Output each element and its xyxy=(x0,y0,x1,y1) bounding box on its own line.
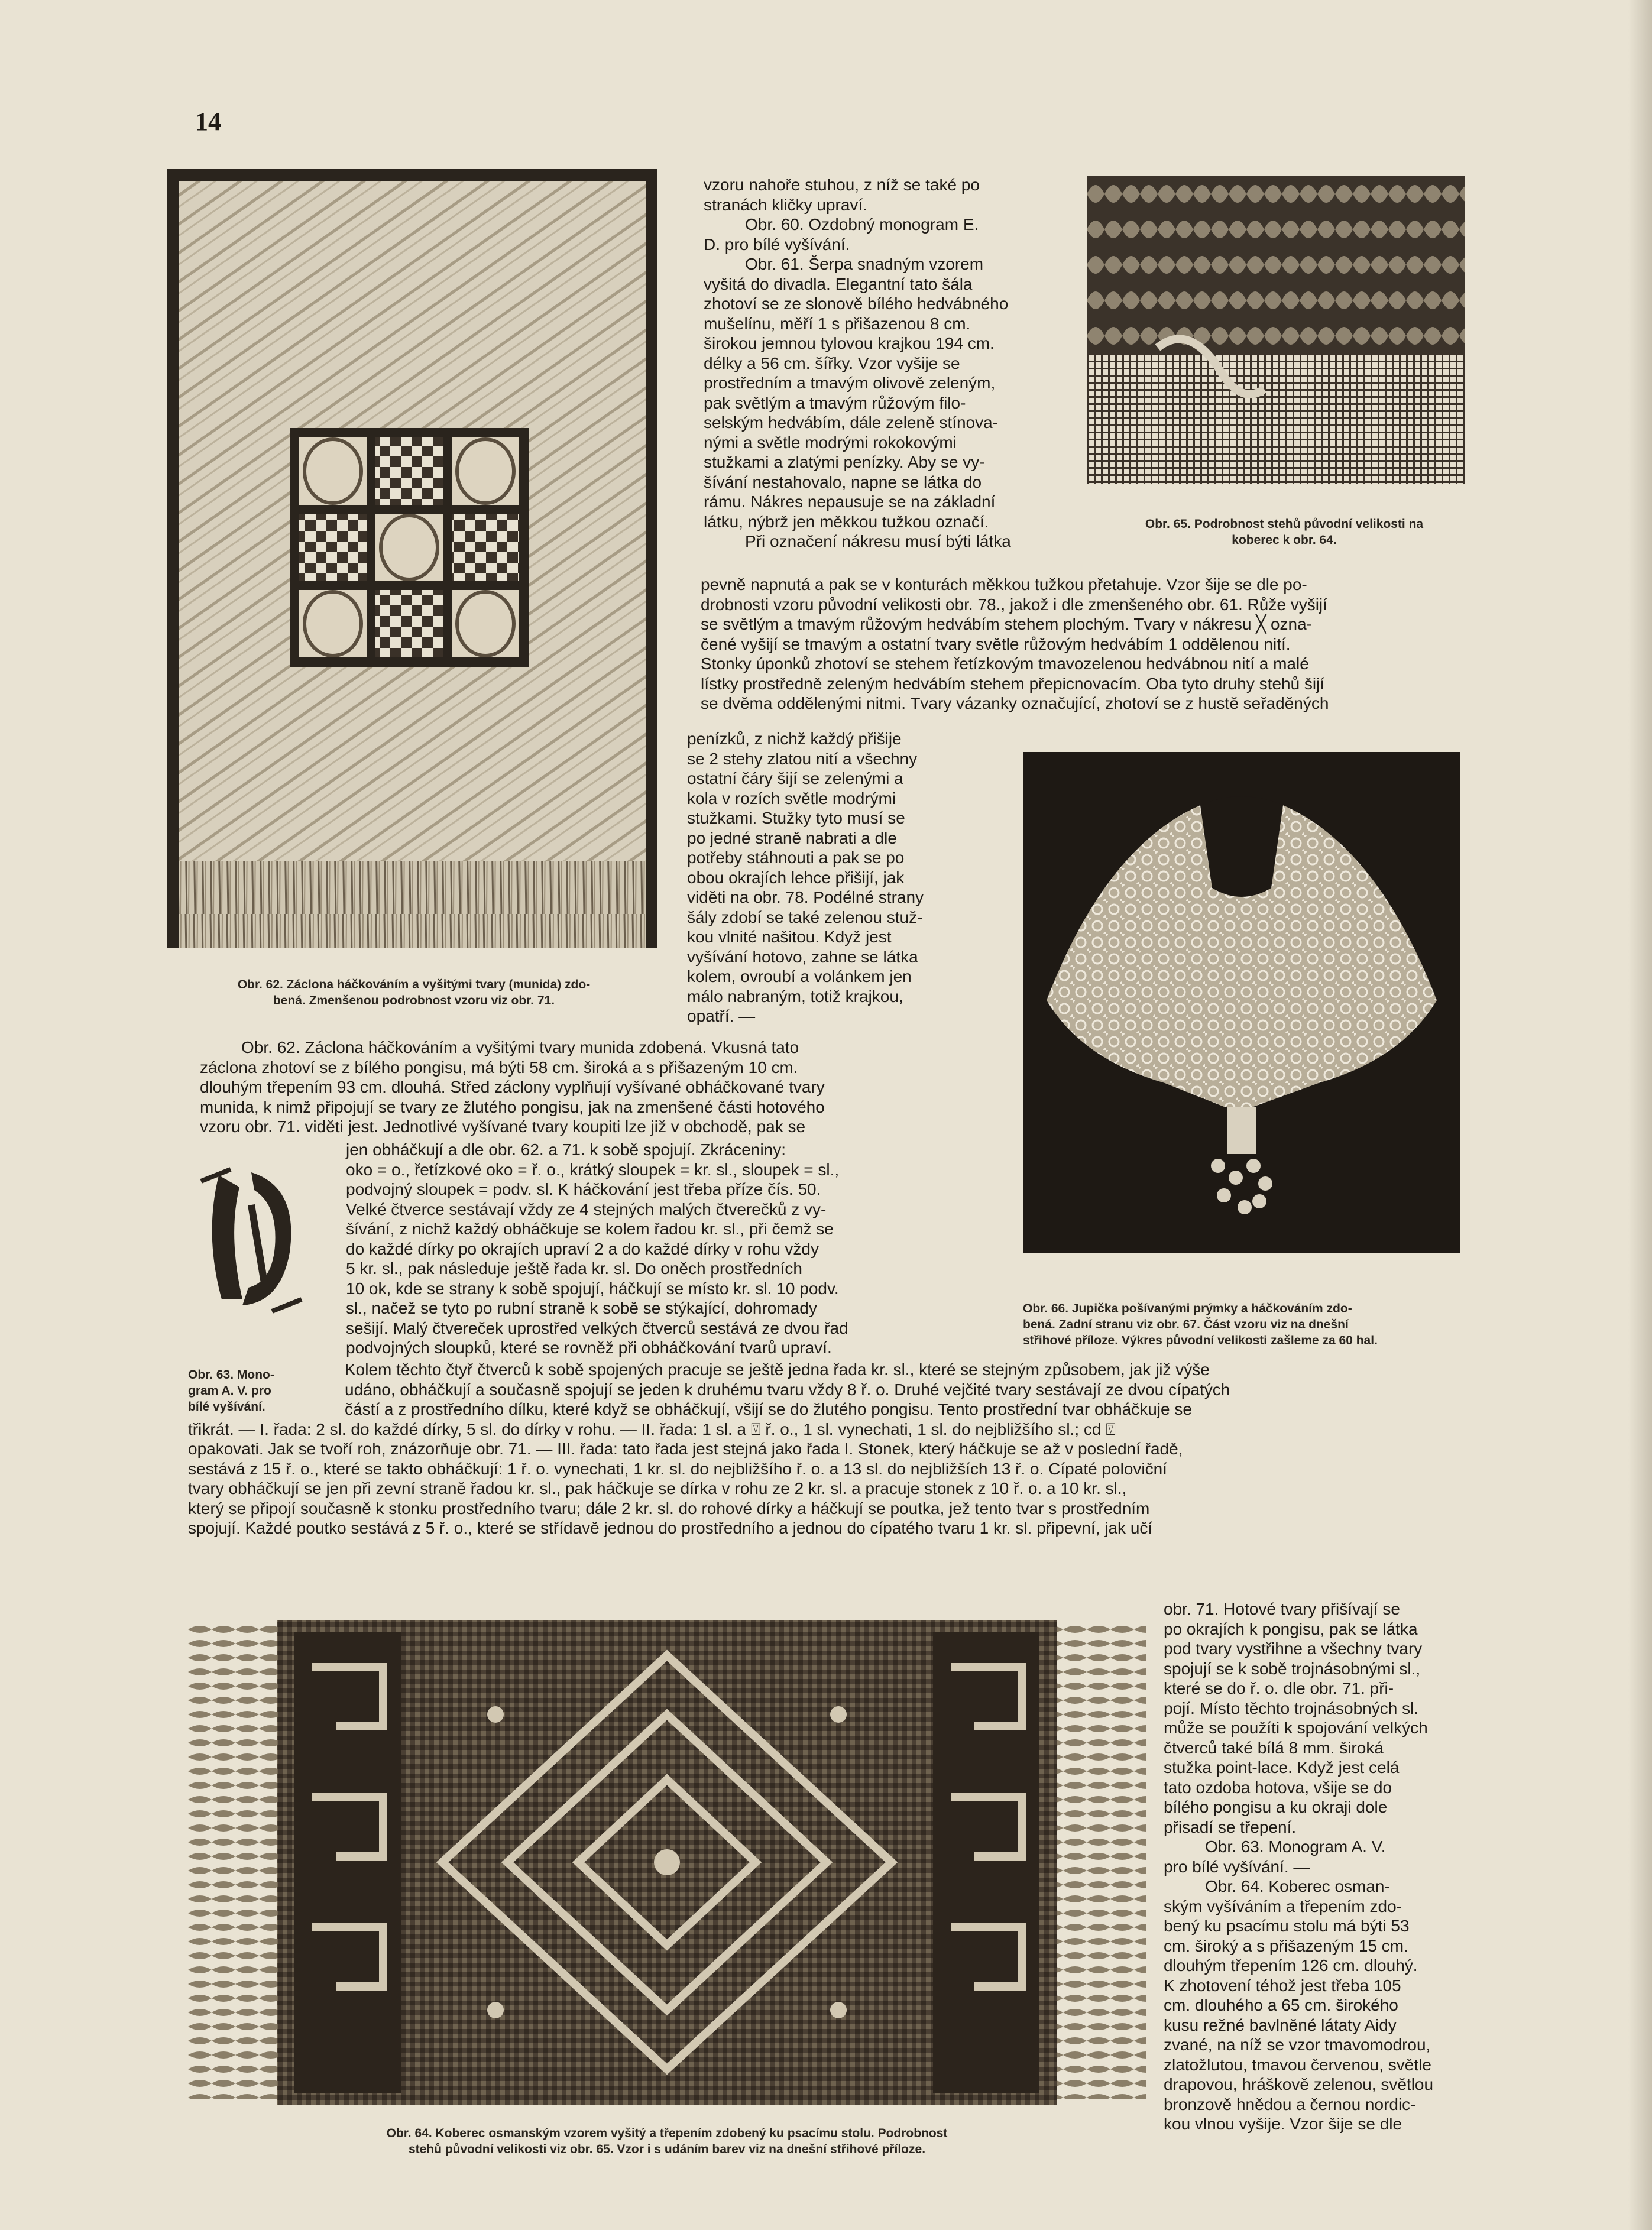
text-line: spojují se k sobě trojnásobnými sl., xyxy=(1164,1659,1421,1678)
text-line: čtverců také bílá 8 mm. široká xyxy=(1164,1738,1384,1757)
text-block-wide-3 xyxy=(188,1360,1489,1538)
text-line: podvojný sloupek = podv. sl. K háčkování jest třeba příze čís. 50. xyxy=(346,1180,821,1198)
text-line: sestává z 15 ř. o., které se takto obháčkují: 1 ř. o. vynechati, 1 kr. sl. do nejbližšího ř. o. a 13 sl. do nejbližších 13 ř. o. Cípaté poloviční xyxy=(188,1459,1167,1478)
text-line: kou vlnité našitou. Když jest xyxy=(687,928,892,946)
text-line: málo nabraným, totiž krajkou, xyxy=(687,987,903,1006)
text-line: se světlým a tmavým růžovým hedvábím stehem plochým. Tvary v nákresu ╳ ozna- xyxy=(701,615,1313,633)
caption-line: Obr. 62. Záclona háčkováním a vyšitými tvary (munida) zdo- xyxy=(237,978,591,991)
text-line: může se použíti k spojování velkých xyxy=(1164,1719,1428,1737)
text-line: Stonky úponků zhotoví se stehem řetízkovým tmavozelenou hedvábnou nití a malé xyxy=(701,654,1309,673)
text-line: oko = o., řetízkové oko = ř. o., krátký sloupek = kr. sl., sloupek = sl., xyxy=(346,1160,840,1179)
text-line: 5 kr. sl., pak následuje ještě řada kr. sl. Do oněch prostředních xyxy=(346,1259,802,1278)
text-line: pojí. Místo těchto trojnásobných sl. xyxy=(1164,1699,1419,1717)
text-line: rámu. Nákres nepausuje se na základní xyxy=(704,492,996,511)
text-line: nými a světle modrými rokokovými xyxy=(704,433,957,452)
page-edge-shadow xyxy=(1628,0,1652,2230)
caption-line: Obr. 66. Jupička pošívanými prýmky a háčkováním zdo- xyxy=(1023,1302,1352,1315)
text-line: D. pro bílé vyšívání. xyxy=(704,235,850,254)
text-line: bený ku psacímu stolu má býti 53 xyxy=(1164,1917,1410,1935)
text-line: dlouhým třepením 93 cm. dlouhá. Střed záclony vyplňují vyšívané obháčkované tvary xyxy=(200,1078,825,1096)
text-block-wide-1 xyxy=(701,575,1490,714)
text-line: Obr. 60. Ozdobný monogram E. xyxy=(745,215,979,234)
text-line: udáno, obháčkují a současně spojují se jeden k druhému tvaru vždy 8 ř. o. Druhé vejčité tvary sestávají ze dvou cípatých xyxy=(345,1380,1230,1399)
text-line: Při označení nákresu musí býti látka xyxy=(745,532,1011,550)
text-line: se 2 stehy zlatou nití a všechny xyxy=(687,749,918,768)
text-line: pevně napnutá a pak se v konturách měkkou tužkou přetahuje. Vzor šije se dle po- xyxy=(701,575,1307,594)
text-line: 10 ok, kde se strany k sobě spojují, háčkují se místo kr. sl. 10 podv. xyxy=(346,1279,839,1298)
text-line: zhotoví se ze slonově bílého hedvábného xyxy=(704,294,1009,313)
text-line: čené vyšijí se tmavým a ostatní tvary světle růžovým hedvábím 1 oddělenou nití. xyxy=(701,634,1291,653)
text-line: viděti na obr. 78. Podélné strany xyxy=(687,888,924,906)
caption-line: bílé vyšívání. xyxy=(188,1400,265,1414)
text-line: obr. 71. Hotové tvary přišívají se xyxy=(1164,1600,1400,1618)
text-line: obou okrajích lehce přišijí, jak xyxy=(687,868,905,887)
text-line: širokou jemnou tylovou krajkou 194 cm. xyxy=(704,334,995,352)
figure-64-caption xyxy=(188,2125,1146,2157)
text-line: pod tvary vystřihne a všechny tvary xyxy=(1164,1639,1423,1658)
text-line: drobnosti vzoru původní velikosti obr. 78., jakož i dle zmenšeného obr. 61. Růže vyšijí xyxy=(701,595,1327,614)
text-line: bronzově hnědou a černou nordic- xyxy=(1164,2095,1416,2114)
text-line: Obr. 62. Záclona háčkováním a vyšitými tvary munida zdobená. Vkusná tato xyxy=(241,1038,799,1056)
text-line: K zhotovení téhož jest třeba 105 xyxy=(1164,1976,1401,1995)
text-line: potřeby stáhnouti a pak se po xyxy=(687,848,905,867)
caption-line: střihové příloze. Výkres původní velikosti zašleme za 60 hal. xyxy=(1023,1334,1378,1347)
text-line: po jedné straně nabrati a dle xyxy=(687,828,897,847)
text-line: opakovati. Jak se tvoří roh, znázorňuje obr. 71. — III. řada: tato řada jest stejná jako řada I. Stonek, který háčkuje se až v poslední řadě, xyxy=(188,1440,1183,1458)
text-line: šály zdobí se také zelenou stuž- xyxy=(687,907,923,926)
text-block-wide-2 xyxy=(200,1038,992,1137)
text-line: penízků, z nichž každý přišije xyxy=(687,730,902,748)
text-line: stužka point-lace. Když jest celá xyxy=(1164,1758,1400,1777)
text-line: prostředním a tmavým olivově zeleným, xyxy=(704,374,996,392)
figure-66-cape-image xyxy=(1023,752,1460,1253)
text-line: stranách kličky upraví. xyxy=(704,195,867,214)
text-line: pro bílé vyšívání. — xyxy=(1164,1857,1310,1876)
figure-63-monogram-image xyxy=(195,1163,307,1317)
text-line: mušelínu, měří 1 s přišazenou 8 cm. xyxy=(704,314,971,333)
caption-line: gram A. V. pro xyxy=(188,1384,271,1398)
text-line: ostatní čáry šijí se zelenými a xyxy=(687,769,903,787)
text-line: kola v rozích světle modrými xyxy=(687,789,896,808)
text-line: stužkami a zlatými penízky. Aby se vy- xyxy=(704,453,985,471)
text-line: kusu režné bavlněné látaty Aidy xyxy=(1164,2015,1397,2034)
text-line: záclona zhotoví se z bílého pongisu, má býti 58 cm. široká a s přišazeným 10 cm. xyxy=(200,1058,798,1077)
figure-62-caption xyxy=(177,977,650,1009)
text-block-top-right xyxy=(704,175,1061,552)
caption-line: stehů původní velikosti viz obr. 65. Vzor i s udáním barev viz na dnešní střihové příloze. xyxy=(408,2143,926,2156)
text-line: sešijí. Malý čtvereček uprostřed velkých čtverců sestává ze dvou řad xyxy=(346,1318,848,1337)
text-line: selským hedvábím, dále zeleně stínova- xyxy=(704,413,999,432)
text-line: zvané, na níž se vzor tmavomodrou, xyxy=(1164,2035,1431,2054)
text-block-bottom-right xyxy=(1164,1599,1489,2134)
text-line: které se do ř. o. dle obr. 71. při- xyxy=(1164,1679,1394,1697)
text-line: třikrát. — I. řada: 2 sl. do každé dírky, 5 sl. do dírky v rohu. — II. řada: 1 sl. a ⍔ ř. o., 1 sl. vynechati, 1 sl. do nejbližšího sl.; cd ⍔ xyxy=(188,1419,1116,1438)
text-line: cm. široký a s přišazeným 15 cm. xyxy=(1164,1936,1408,1955)
text-line: vzoru nahoře stuhou, z níž se také po xyxy=(704,176,980,194)
caption-line: Obr. 63. Mono- xyxy=(188,1368,274,1382)
text-line: vzoru obr. 71. viděti jest. Jednotlivé vyšívané tvary koupiti lze již v obchodě, pak se xyxy=(200,1117,806,1136)
figure-64-carpet-image xyxy=(188,1608,1146,2116)
text-line: jen obháčkují a dle obr. 62. a 71. k sobě spojují. Zkráceniny: xyxy=(346,1140,786,1159)
figure-62-curtain-image xyxy=(167,169,657,948)
text-line: Kolem těchto čtyř čtverců k sobě spojených pracuje se ještě jedna řada kr. sl., které se stejným způsobem, jak již výše xyxy=(345,1360,1210,1379)
text-line: lístky prostředně zeleným hedvábím stehem přepicnovacím. Oba tyto druhy stehů šijí xyxy=(701,674,1325,693)
text-line: se dvěma oddělenými nitmi. Tvary vázanky označující, zhotoví se z hustě seřaděných xyxy=(701,694,1329,712)
text-block-indented xyxy=(346,1140,996,1358)
caption-line: bená. Zadní stranu viz obr. 67. Část vzoru viz na dnešní xyxy=(1023,1318,1349,1331)
figure-66-caption xyxy=(1023,1301,1478,1349)
text-line: kolem, ovroubí a volánkem jen xyxy=(687,967,912,986)
text-line: bílého pongisu a ku okraji dole xyxy=(1164,1798,1388,1816)
text-line: dlouhým třepením 126 cm. dlouhý. xyxy=(1164,1956,1418,1975)
text-line: vyšívání hotovo, zahne se látka xyxy=(687,947,918,966)
caption-line: koberec k obr. 64. xyxy=(1232,533,1337,547)
text-line: kou vlnou vyšije. Vzor šije se dle xyxy=(1164,2115,1402,2133)
text-line: podvojných sloupků, které se rovněž při obháčkování tvarů upraví. xyxy=(346,1338,832,1357)
text-line: vyšitá do divadla. Elegantní tato šála xyxy=(704,274,973,293)
text-line: ským vyšíváním a třepením zdo- xyxy=(1164,1897,1402,1915)
page-number: 14 xyxy=(195,107,221,136)
text-line: šívání nestahovalo, napne se látka do xyxy=(704,472,982,491)
text-line: stužkami. Stužky tyto musí se xyxy=(687,809,905,827)
text-line: zlatožlutou, tmavou červenou, světle xyxy=(1164,2055,1431,2074)
text-line: tato ozdoba hotova, všije se do xyxy=(1164,1778,1392,1797)
text-block-mid-column xyxy=(687,729,992,1026)
figure-65-stitch-detail-image xyxy=(1087,176,1465,484)
text-line: Obr. 64. Koberec osman- xyxy=(1205,1877,1390,1895)
text-line: Obr. 61. Šerpa snadným vzorem xyxy=(745,255,984,273)
text-line: látku, nýbrž jen měkkou tužkou označí. xyxy=(704,512,989,531)
text-line: Velké čtverce sestávají vždy ze 4 stejných malých čtverečků z vy- xyxy=(346,1200,827,1218)
text-line: částí a z prostředního dílku, které když se obháčkují, všijí se do žlutého pongisu. Tento prostřední tvar obháčkuje se xyxy=(345,1400,1192,1418)
caption-line: Obr. 65. Podrobnost stehů původní velikosti na xyxy=(1145,517,1424,531)
text-line: tvary obháčkují se jen při zevní straně řadou kr. sl., pak háčkuje se dírka v rohu ze 2 kr. sl. a pracuje stonek z 10 ř. o. a 10 kr. sl., xyxy=(188,1479,1127,1498)
text-line: šívání, z nichž každý obháčkuje se kolem řadou kr. sl., při čemž se xyxy=(346,1220,834,1238)
text-line: délky a 56 cm. šířky. Vzor vyšije se xyxy=(704,354,960,372)
text-line: drapovou, hráškově zelenou, světlou xyxy=(1164,2075,1434,2093)
text-line: po okrajích k pongisu, pak se látka xyxy=(1164,1619,1418,1638)
caption-line: bená. Zmenšenou podrobnost vzoru viz obr. 71. xyxy=(273,994,555,1007)
text-line: pak světlým a tmavým růžovým filo- xyxy=(704,393,966,412)
text-line: cm. dlouhého a 65 cm. širokého xyxy=(1164,1996,1398,2014)
text-line: který se připojí současně k stonku prostředního tvaru; dále 2 kr. sl. do rohové dírky a háčkují se poutka, jež tento tvar s prostředním xyxy=(188,1499,1150,1518)
text-line: opatří. — xyxy=(687,1007,756,1025)
text-line: munida, k nimž připojují se tvary ze žlutého pongisu, jak na zmenšené části hotového xyxy=(200,1097,825,1116)
text-line: do každé dírky po okrajích upraví 2 a do každé dírky v rohu vždy xyxy=(346,1239,819,1258)
caption-line: Obr. 64. Koberec osmanským vzorem vyšitý a třepením zdobený ku psacímu stolu. Podrobnost xyxy=(386,2127,948,2140)
text-line: sl., načež se tyto po rubní straně k sobě se stýkající, dohromady xyxy=(346,1299,817,1317)
text-line: přisadí se třepení. xyxy=(1164,1817,1297,1836)
text-line: Obr. 63. Monogram A. V. xyxy=(1205,1837,1386,1856)
figure-65-caption xyxy=(1095,516,1473,548)
text-line: spojují. Každé poutko sestává z 5 ř. o., které se střídavě jednou do prostředního a jednou do cípatého tvaru 1 kr. sl. připevní, jak učí xyxy=(188,1519,1153,1537)
